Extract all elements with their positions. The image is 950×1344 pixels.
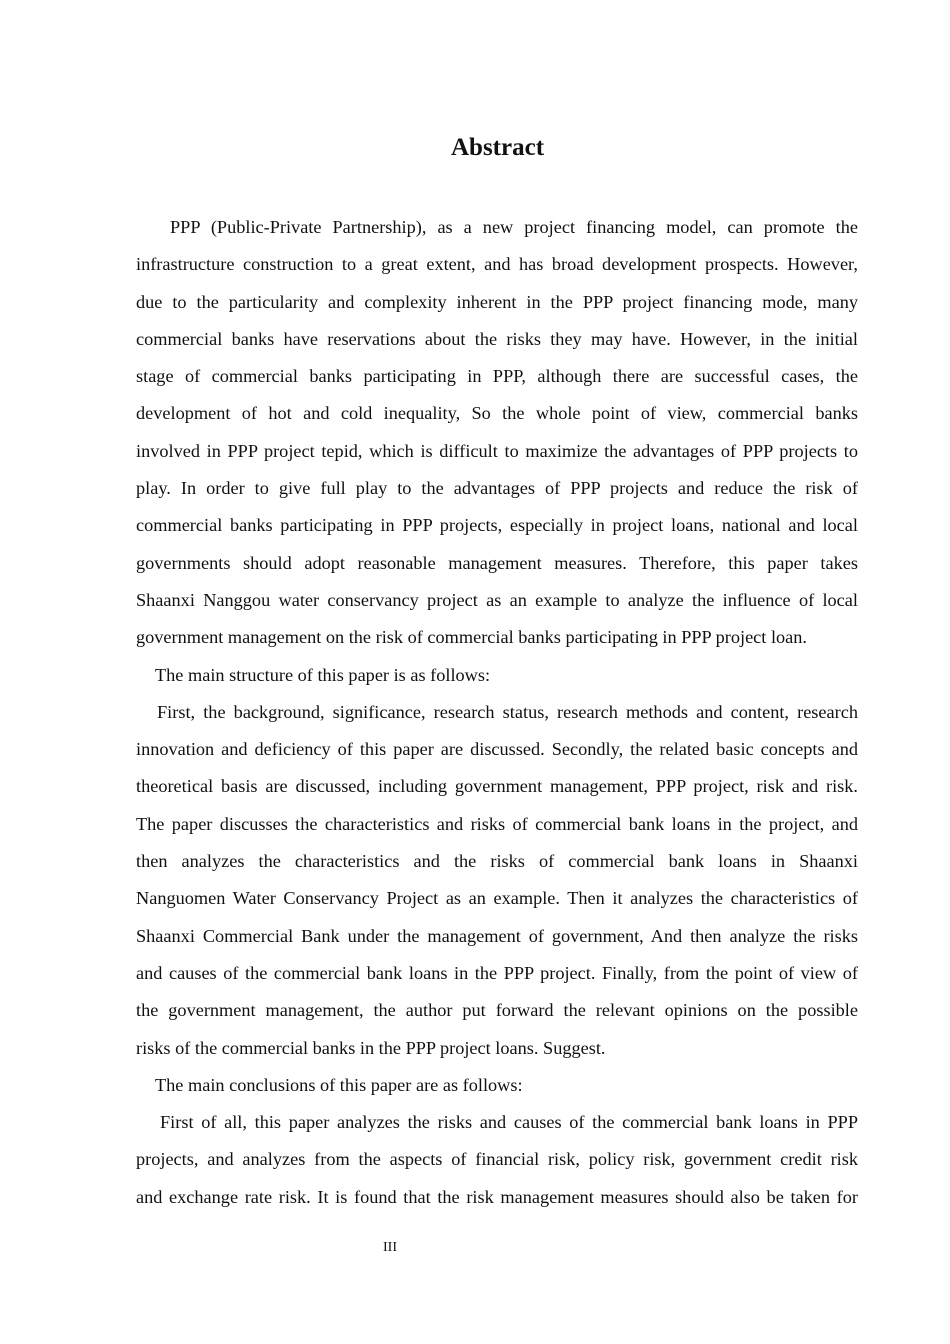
text-line: Shaanxi Nanggou water conservancy project as an example to analyze the influence of local <box>136 589 858 610</box>
text-line: The paper discusses the characteristics and risks of commercial bank loans in the project, and <box>136 813 858 834</box>
page-title: Abstract <box>450 134 545 161</box>
text-line: due to the particularity and complexity inherent in the PPP project financing mode, many <box>136 291 858 312</box>
text-line: PPP (Public-Private Partnership), as a new project financing model, can promote the <box>170 217 858 237</box>
text-line: First of all, this paper analyzes the risks and causes of the commercial bank loans in PPP <box>160 1112 858 1133</box>
text-line: governments should adopt reasonable management measures. Therefore, this paper takes <box>136 552 858 573</box>
text-line: projects, and analyzes from the aspects of financial risk, policy risk, government credit risk <box>136 1149 858 1170</box>
text-line: risks of the commercial banks in the PPP project loans. Suggest. <box>136 1037 606 1058</box>
text-line: commercial banks participating in PPP projects, especially in project loans, national and local <box>136 515 858 536</box>
text-line: stage of commercial banks participating in PPP, although there are successful cases, the <box>136 366 858 387</box>
text-line: First, the background, significance, research status, research methods and content, research <box>157 701 858 722</box>
text-line: involved in PPP project tepid, which is difficult to maximize the advantages of PPP projects to <box>136 440 858 461</box>
text-line: infrastructure construction to a great extent, and has broad development prospects. However, <box>136 254 858 275</box>
text-line: play. In order to give full play to the advantages of PPP projects and reduce the risk of <box>136 478 858 499</box>
paragraph <box>136 213 858 661</box>
paragraph <box>136 1108 858 1220</box>
text-line: The main conclusions of this paper are as follows: <box>155 1074 523 1095</box>
text-line: development of hot and cold inequality, So the whole point of view, commercial banks <box>136 403 858 424</box>
text-line: Shaanxi Commercial Bank under the management of government, And then analyze the risks <box>136 925 858 946</box>
page-number: III <box>383 1240 397 1255</box>
paragraph <box>136 1071 858 1108</box>
text-line: and exchange rate risk. It is found that the risk management measures should also be taken for <box>136 1186 858 1207</box>
text-line: theoretical basis are discussed, including government management, PPP project, risk and risk. <box>136 776 858 797</box>
text-line: and causes of the commercial bank loans in the PPP project. Finally, from the point of view of <box>136 962 858 983</box>
text-line: The main structure of this paper is as follows: <box>155 664 491 685</box>
paragraph <box>136 698 858 1071</box>
text-line: commercial banks have reservations about the risks they may have. However, in the initial <box>136 328 858 349</box>
abstract-body <box>136 213 858 1220</box>
paragraph <box>136 661 858 698</box>
text-line: then analyzes the characteristics and the risks of commercial bank loans in Shaanxi <box>136 851 858 872</box>
text-line: the government management, the author put forward the relevant opinions on the possible <box>136 1000 858 1021</box>
text-line: government management on the risk of commercial banks participating in PPP project loan. <box>136 627 807 648</box>
text-line: Nanguomen Water Conservancy Project as an example. Then it analyzes the characteristics of <box>136 888 858 909</box>
text-line: innovation and deficiency of this paper are discussed. Secondly, the related basic concepts and <box>136 739 858 760</box>
